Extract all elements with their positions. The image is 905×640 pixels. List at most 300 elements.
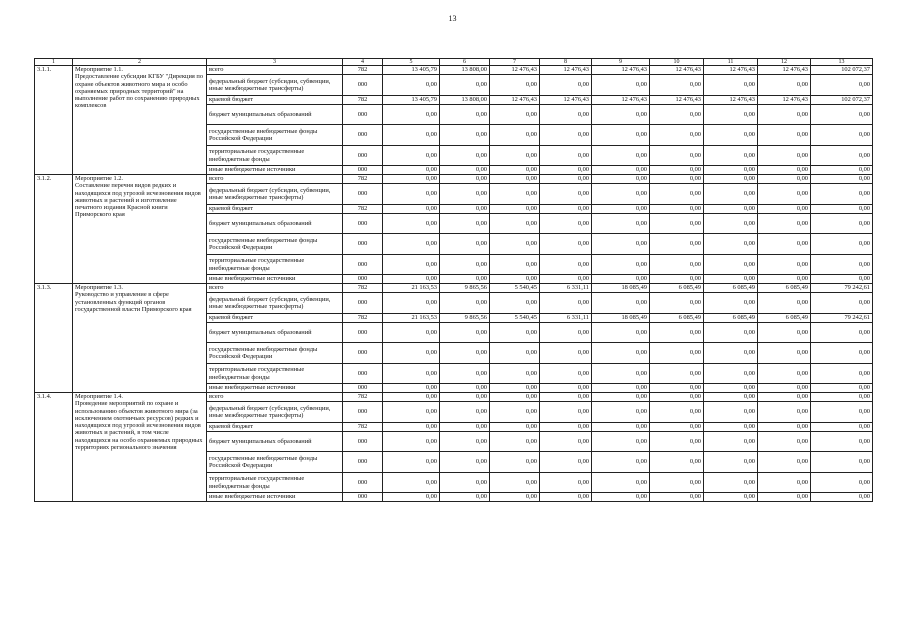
amount-cell: 0,00	[811, 255, 873, 275]
page-number: 13	[448, 14, 457, 23]
amount-cell: 0,00	[440, 402, 490, 423]
budget-code: 000	[343, 343, 383, 364]
amount-cell: 0,00	[490, 393, 540, 402]
amount-cell: 0,00	[592, 452, 650, 473]
amount-cell: 0,00	[758, 384, 811, 393]
amount-cell: 0,00	[592, 255, 650, 275]
amount-cell: 0,00	[650, 125, 704, 146]
amount-cell: 0,00	[540, 402, 592, 423]
funding-source: территориальные государственные внебюджетные фонды	[207, 364, 343, 384]
amount-cell: 0,00	[440, 423, 490, 432]
amount-cell: 6 085,49	[704, 314, 758, 323]
funding-source: территориальные государственные внебюджетные фонды	[207, 146, 343, 166]
amount-cell: 0,00	[758, 205, 811, 214]
amount-cell: 0,00	[704, 393, 758, 402]
amount-cell: 0,00	[704, 323, 758, 343]
amount-cell: 0,00	[811, 175, 873, 184]
amount-cell: 0,00	[758, 105, 811, 125]
amount-cell: 0,00	[383, 125, 440, 146]
funding-source: федеральный бюджет (субсидии, субвенции, иные межбюджетные трансферты)	[207, 402, 343, 423]
funding-source: краевой бюджет	[207, 205, 343, 214]
amount-cell: 0,00	[704, 493, 758, 502]
funding-source: краевой бюджет	[207, 423, 343, 432]
amount-cell: 12 476,43	[650, 96, 704, 105]
funding-source: краевой бюджет	[207, 314, 343, 323]
funding-source: бюджет муниципальных образований	[207, 105, 343, 125]
amount-cell: 0,00	[440, 75, 490, 96]
amount-cell: 6 085,49	[758, 284, 811, 293]
measure-index: 3.1.1.	[35, 66, 73, 175]
column-header: 3	[207, 59, 343, 66]
column-header: 10	[650, 59, 704, 66]
amount-cell: 0,00	[704, 402, 758, 423]
amount-cell: 0,00	[811, 402, 873, 423]
amount-cell: 0,00	[758, 184, 811, 205]
funding-source: бюджет муниципальных образований	[207, 323, 343, 343]
funding-source: территориальные государственные внебюджетные фонды	[207, 473, 343, 493]
amount-cell: 0,00	[490, 125, 540, 146]
amount-cell: 0,00	[758, 323, 811, 343]
amount-cell: 0,00	[540, 493, 592, 502]
amount-cell: 0,00	[540, 105, 592, 125]
amount-cell: 0,00	[490, 205, 540, 214]
amount-cell: 0,00	[540, 214, 592, 234]
funding-source: всего	[207, 66, 343, 75]
amount-cell: 0,00	[383, 293, 440, 314]
amount-cell: 13 808,00	[440, 66, 490, 75]
amount-cell: 0,00	[383, 364, 440, 384]
amount-cell: 0,00	[758, 432, 811, 452]
amount-cell: 0,00	[704, 473, 758, 493]
amount-cell: 0,00	[811, 452, 873, 473]
amount-cell: 0,00	[650, 234, 704, 255]
budget-code: 000	[343, 105, 383, 125]
amount-cell: 79 242,61	[811, 314, 873, 323]
amount-cell: 6 331,11	[540, 284, 592, 293]
amount-cell: 0,00	[704, 275, 758, 284]
amount-cell: 0,00	[440, 146, 490, 166]
amount-cell: 0,00	[440, 473, 490, 493]
column-header: 4	[343, 59, 383, 66]
amount-cell: 0,00	[704, 75, 758, 96]
amount-cell: 0,00	[490, 364, 540, 384]
amount-cell: 6 331,11	[540, 314, 592, 323]
amount-cell: 0,00	[490, 75, 540, 96]
amount-cell: 0,00	[811, 384, 873, 393]
amount-cell: 13 808,00	[440, 96, 490, 105]
amount-cell: 12 476,43	[758, 96, 811, 105]
amount-cell: 0,00	[704, 384, 758, 393]
amount-cell: 0,00	[650, 364, 704, 384]
table-row	[35, 393, 873, 402]
amount-cell: 0,00	[490, 293, 540, 314]
amount-cell: 0,00	[811, 214, 873, 234]
amount-cell: 0,00	[704, 452, 758, 473]
amount-cell: 0,00	[592, 75, 650, 96]
amount-cell: 0,00	[704, 214, 758, 234]
amount-cell: 0,00	[758, 452, 811, 473]
amount-cell: 0,00	[704, 166, 758, 175]
amount-cell: 0,00	[704, 423, 758, 432]
amount-cell: 0,00	[540, 343, 592, 364]
amount-cell: 0,00	[540, 452, 592, 473]
amount-cell: 0,00	[440, 493, 490, 502]
amount-cell: 13 405,79	[383, 96, 440, 105]
amount-cell: 0,00	[811, 275, 873, 284]
budget-code: 782	[343, 423, 383, 432]
budget-code: 782	[343, 96, 383, 105]
amount-cell: 0,00	[490, 275, 540, 284]
funding-source: территориальные государственные внебюджетные фонды	[207, 255, 343, 275]
amount-cell: 0,00	[490, 402, 540, 423]
amount-cell: 0,00	[704, 432, 758, 452]
measure-index: 3.1.4.	[35, 393, 73, 502]
amount-cell: 0,00	[383, 184, 440, 205]
funding-source: бюджет муниципальных образований	[207, 432, 343, 452]
amount-cell: 0,00	[540, 293, 592, 314]
budget-code: 000	[343, 214, 383, 234]
amount-cell: 0,00	[440, 105, 490, 125]
funding-source: всего	[207, 284, 343, 293]
funding-source: государственные внебюджетные фонды Российской Федерации	[207, 343, 343, 364]
table-row	[35, 284, 873, 293]
budget-code: 000	[343, 364, 383, 384]
funding-source: государственные внебюджетные фонды Российской Федерации	[207, 234, 343, 255]
amount-cell: 0,00	[383, 384, 440, 393]
amount-cell: 0,00	[440, 393, 490, 402]
amount-cell: 0,00	[592, 393, 650, 402]
amount-cell: 0,00	[650, 166, 704, 175]
amount-cell: 0,00	[383, 166, 440, 175]
amount-cell: 0,00	[383, 75, 440, 96]
amount-cell: 18 085,49	[592, 284, 650, 293]
amount-cell: 0,00	[592, 493, 650, 502]
amount-cell: 0,00	[592, 146, 650, 166]
budget-code: 000	[343, 255, 383, 275]
amount-cell: 0,00	[592, 214, 650, 234]
budget-code: 000	[343, 402, 383, 423]
amount-cell: 0,00	[383, 105, 440, 125]
measure-index: 3.1.3.	[35, 284, 73, 393]
amount-cell: 0,00	[440, 214, 490, 234]
amount-cell: 0,00	[758, 75, 811, 96]
amount-cell: 0,00	[490, 493, 540, 502]
amount-cell: 0,00	[540, 255, 592, 275]
amount-cell: 0,00	[440, 293, 490, 314]
amount-cell: 0,00	[592, 125, 650, 146]
amount-cell: 0,00	[758, 175, 811, 184]
amount-cell: 0,00	[592, 343, 650, 364]
amount-cell: 0,00	[650, 473, 704, 493]
amount-cell: 0,00	[540, 384, 592, 393]
amount-cell: 0,00	[592, 364, 650, 384]
amount-cell: 0,00	[811, 184, 873, 205]
amount-cell: 0,00	[592, 184, 650, 205]
funding-source: иные внебюджетные источники	[207, 384, 343, 393]
amount-cell: 0,00	[811, 293, 873, 314]
amount-cell: 0,00	[758, 364, 811, 384]
amount-cell: 0,00	[650, 255, 704, 275]
amount-cell: 0,00	[440, 275, 490, 284]
amount-cell: 0,00	[540, 275, 592, 284]
column-number-row	[35, 59, 873, 66]
amount-cell: 0,00	[490, 146, 540, 166]
amount-cell: 0,00	[490, 234, 540, 255]
amount-cell: 0,00	[758, 493, 811, 502]
amount-cell: 0,00	[490, 255, 540, 275]
budget-code: 000	[343, 75, 383, 96]
budget-code: 000	[343, 432, 383, 452]
amount-cell: 0,00	[650, 452, 704, 473]
amount-cell: 0,00	[383, 393, 440, 402]
amount-cell: 0,00	[704, 255, 758, 275]
amount-cell: 0,00	[490, 423, 540, 432]
amount-cell: 0,00	[383, 255, 440, 275]
budget-code: 000	[343, 493, 383, 502]
budget-code: 000	[343, 234, 383, 255]
amount-cell: 0,00	[650, 184, 704, 205]
amount-cell: 0,00	[383, 343, 440, 364]
budget-code: 000	[343, 166, 383, 175]
amount-cell: 0,00	[440, 175, 490, 184]
amount-cell: 0,00	[440, 255, 490, 275]
amount-cell: 0,00	[490, 473, 540, 493]
amount-cell: 0,00	[650, 175, 704, 184]
amount-cell: 0,00	[383, 205, 440, 214]
amount-cell: 0,00	[440, 452, 490, 473]
budget-code: 000	[343, 452, 383, 473]
amount-cell: 0,00	[490, 343, 540, 364]
amount-cell: 0,00	[440, 125, 490, 146]
amount-cell: 0,00	[704, 293, 758, 314]
budget-code: 000	[343, 473, 383, 493]
amount-cell: 0,00	[758, 423, 811, 432]
amount-cell: 12 476,43	[490, 96, 540, 105]
amount-cell: 0,00	[650, 343, 704, 364]
column-header: 5	[383, 59, 440, 66]
amount-cell: 0,00	[704, 184, 758, 205]
amount-cell: 0,00	[758, 393, 811, 402]
amount-cell: 0,00	[592, 234, 650, 255]
amount-cell: 0,00	[592, 105, 650, 125]
amount-cell: 0,00	[758, 293, 811, 314]
amount-cell: 6 085,49	[650, 314, 704, 323]
funding-source: иные внебюджетные источники	[207, 166, 343, 175]
amount-cell: 0,00	[592, 384, 650, 393]
amount-cell: 0,00	[490, 175, 540, 184]
amount-cell: 0,00	[758, 146, 811, 166]
measure-title: Мероприятие 1.2. Составление перечня видов редких и находящихся под угрозой исчезновения видов животных и растений и изготовление печатного издания Красной книги Приморского края	[73, 175, 207, 284]
amount-cell: 0,00	[650, 393, 704, 402]
amount-cell: 0,00	[383, 452, 440, 473]
column-header: 6	[440, 59, 490, 66]
budget-code: 782	[343, 66, 383, 75]
amount-cell: 0,00	[650, 384, 704, 393]
column-header: 9	[592, 59, 650, 66]
amount-cell: 0,00	[440, 205, 490, 214]
amount-cell: 0,00	[592, 175, 650, 184]
amount-cell: 0,00	[490, 166, 540, 175]
budget-code: 782	[343, 205, 383, 214]
amount-cell: 13 405,79	[383, 66, 440, 75]
amount-cell: 0,00	[592, 402, 650, 423]
table-row	[35, 66, 873, 75]
amount-cell: 0,00	[383, 275, 440, 284]
amount-cell: 0,00	[592, 205, 650, 214]
amount-cell: 12 476,43	[592, 66, 650, 75]
amount-cell: 0,00	[440, 432, 490, 452]
amount-cell: 102 072,37	[811, 66, 873, 75]
amount-cell: 102 072,37	[811, 96, 873, 105]
funding-source: государственные внебюджетные фонды Российской Федерации	[207, 452, 343, 473]
amount-cell: 0,00	[650, 75, 704, 96]
amount-cell: 0,00	[440, 166, 490, 175]
amount-cell: 0,00	[758, 214, 811, 234]
amount-cell: 0,00	[650, 402, 704, 423]
amount-cell: 0,00	[811, 473, 873, 493]
amount-cell: 0,00	[811, 75, 873, 96]
amount-cell: 0,00	[592, 275, 650, 284]
amount-cell: 9 865,56	[440, 314, 490, 323]
amount-cell: 0,00	[540, 323, 592, 343]
amount-cell: 0,00	[383, 473, 440, 493]
amount-cell: 0,00	[540, 473, 592, 493]
funding-source: бюджет муниципальных образований	[207, 214, 343, 234]
amount-cell: 0,00	[383, 493, 440, 502]
amount-cell: 12 476,43	[540, 96, 592, 105]
amount-cell: 12 476,43	[758, 66, 811, 75]
measure-title: Мероприятие 1.3. Руководство и управление в сфере установленных функций органов государственной власти Приморского края	[73, 284, 207, 393]
amount-cell: 0,00	[592, 293, 650, 314]
funding-source: всего	[207, 175, 343, 184]
budget-code: 782	[343, 284, 383, 293]
amount-cell: 9 865,56	[440, 284, 490, 293]
amount-cell: 0,00	[440, 184, 490, 205]
amount-cell: 0,00	[758, 275, 811, 284]
budget-table	[34, 58, 873, 502]
funding-source: иные внебюджетные источники	[207, 275, 343, 284]
amount-cell: 0,00	[704, 205, 758, 214]
budget-code: 782	[343, 393, 383, 402]
budget-code: 782	[343, 175, 383, 184]
measure-index: 3.1.2.	[35, 175, 73, 284]
amount-cell: 0,00	[383, 146, 440, 166]
amount-cell: 18 085,49	[592, 314, 650, 323]
amount-cell: 0,00	[811, 364, 873, 384]
amount-cell: 0,00	[811, 234, 873, 255]
amount-cell: 0,00	[650, 493, 704, 502]
amount-cell: 0,00	[758, 125, 811, 146]
amount-cell: 0,00	[592, 432, 650, 452]
amount-cell: 21 163,53	[383, 314, 440, 323]
amount-cell: 12 476,43	[704, 96, 758, 105]
amount-cell: 6 085,49	[650, 284, 704, 293]
amount-cell: 0,00	[440, 364, 490, 384]
amount-cell: 0,00	[704, 105, 758, 125]
amount-cell: 0,00	[811, 166, 873, 175]
amount-cell: 0,00	[704, 364, 758, 384]
amount-cell: 0,00	[540, 364, 592, 384]
amount-cell: 0,00	[490, 432, 540, 452]
amount-cell: 0,00	[811, 343, 873, 364]
amount-cell: 0,00	[704, 146, 758, 166]
amount-cell: 0,00	[540, 393, 592, 402]
amount-cell: 0,00	[540, 146, 592, 166]
amount-cell: 0,00	[540, 423, 592, 432]
funding-source: федеральный бюджет (субсидии, субвенции, иные межбюджетные трансферты)	[207, 293, 343, 314]
amount-cell: 0,00	[650, 423, 704, 432]
funding-source: государственные внебюджетные фонды Российской Федерации	[207, 125, 343, 146]
column-header: 1	[35, 59, 73, 66]
amount-cell: 0,00	[540, 75, 592, 96]
budget-code: 000	[343, 275, 383, 284]
amount-cell: 0,00	[758, 402, 811, 423]
amount-cell: 0,00	[383, 234, 440, 255]
amount-cell: 12 476,43	[490, 66, 540, 75]
amount-cell: 0,00	[758, 234, 811, 255]
amount-cell: 0,00	[811, 423, 873, 432]
column-header: 8	[540, 59, 592, 66]
budget-code: 000	[343, 323, 383, 343]
amount-cell: 0,00	[650, 205, 704, 214]
amount-cell: 0,00	[383, 214, 440, 234]
amount-cell: 0,00	[440, 343, 490, 364]
amount-cell: 0,00	[592, 323, 650, 343]
amount-cell: 0,00	[490, 214, 540, 234]
amount-cell: 0,00	[592, 166, 650, 175]
amount-cell: 0,00	[490, 105, 540, 125]
amount-cell: 0,00	[540, 125, 592, 146]
amount-cell: 0,00	[440, 234, 490, 255]
amount-cell: 6 085,49	[758, 314, 811, 323]
funding-source: краевой бюджет	[207, 96, 343, 105]
amount-cell: 0,00	[540, 184, 592, 205]
amount-cell: 5 540,45	[490, 314, 540, 323]
amount-cell: 0,00	[383, 402, 440, 423]
amount-cell: 0,00	[490, 323, 540, 343]
budget-code: 000	[343, 146, 383, 166]
amount-cell: 0,00	[704, 343, 758, 364]
amount-cell: 0,00	[383, 175, 440, 184]
budget-code: 782	[343, 314, 383, 323]
amount-cell: 0,00	[811, 393, 873, 402]
amount-cell: 0,00	[811, 323, 873, 343]
amount-cell: 0,00	[650, 323, 704, 343]
table-body	[35, 59, 873, 502]
amount-cell: 79 242,61	[811, 284, 873, 293]
column-header: 12	[758, 59, 811, 66]
amount-cell: 0,00	[440, 384, 490, 393]
amount-cell: 0,00	[811, 432, 873, 452]
budget-code: 000	[343, 184, 383, 205]
amount-cell: 0,00	[650, 214, 704, 234]
column-header: 2	[73, 59, 207, 66]
column-header: 7	[490, 59, 540, 66]
amount-cell: 0,00	[540, 432, 592, 452]
measure-title: Мероприятие 1.1. Предоставление субсидии КГБУ "Дирекция по охране объектов животного мира и особо охраняемых природных территорий" на выполнение работ по сохранению природных комплексов	[73, 66, 207, 175]
amount-cell: 0,00	[540, 166, 592, 175]
amount-cell: 0,00	[758, 166, 811, 175]
column-header: 11	[704, 59, 758, 66]
amount-cell: 6 085,49	[704, 284, 758, 293]
funding-source: федеральный бюджет (субсидии, субвенции, иные межбюджетные трансферты)	[207, 75, 343, 96]
amount-cell: 0,00	[440, 323, 490, 343]
amount-cell: 5 540,45	[490, 284, 540, 293]
amount-cell: 0,00	[811, 205, 873, 214]
amount-cell: 0,00	[758, 473, 811, 493]
amount-cell: 0,00	[758, 255, 811, 275]
amount-cell: 0,00	[758, 343, 811, 364]
